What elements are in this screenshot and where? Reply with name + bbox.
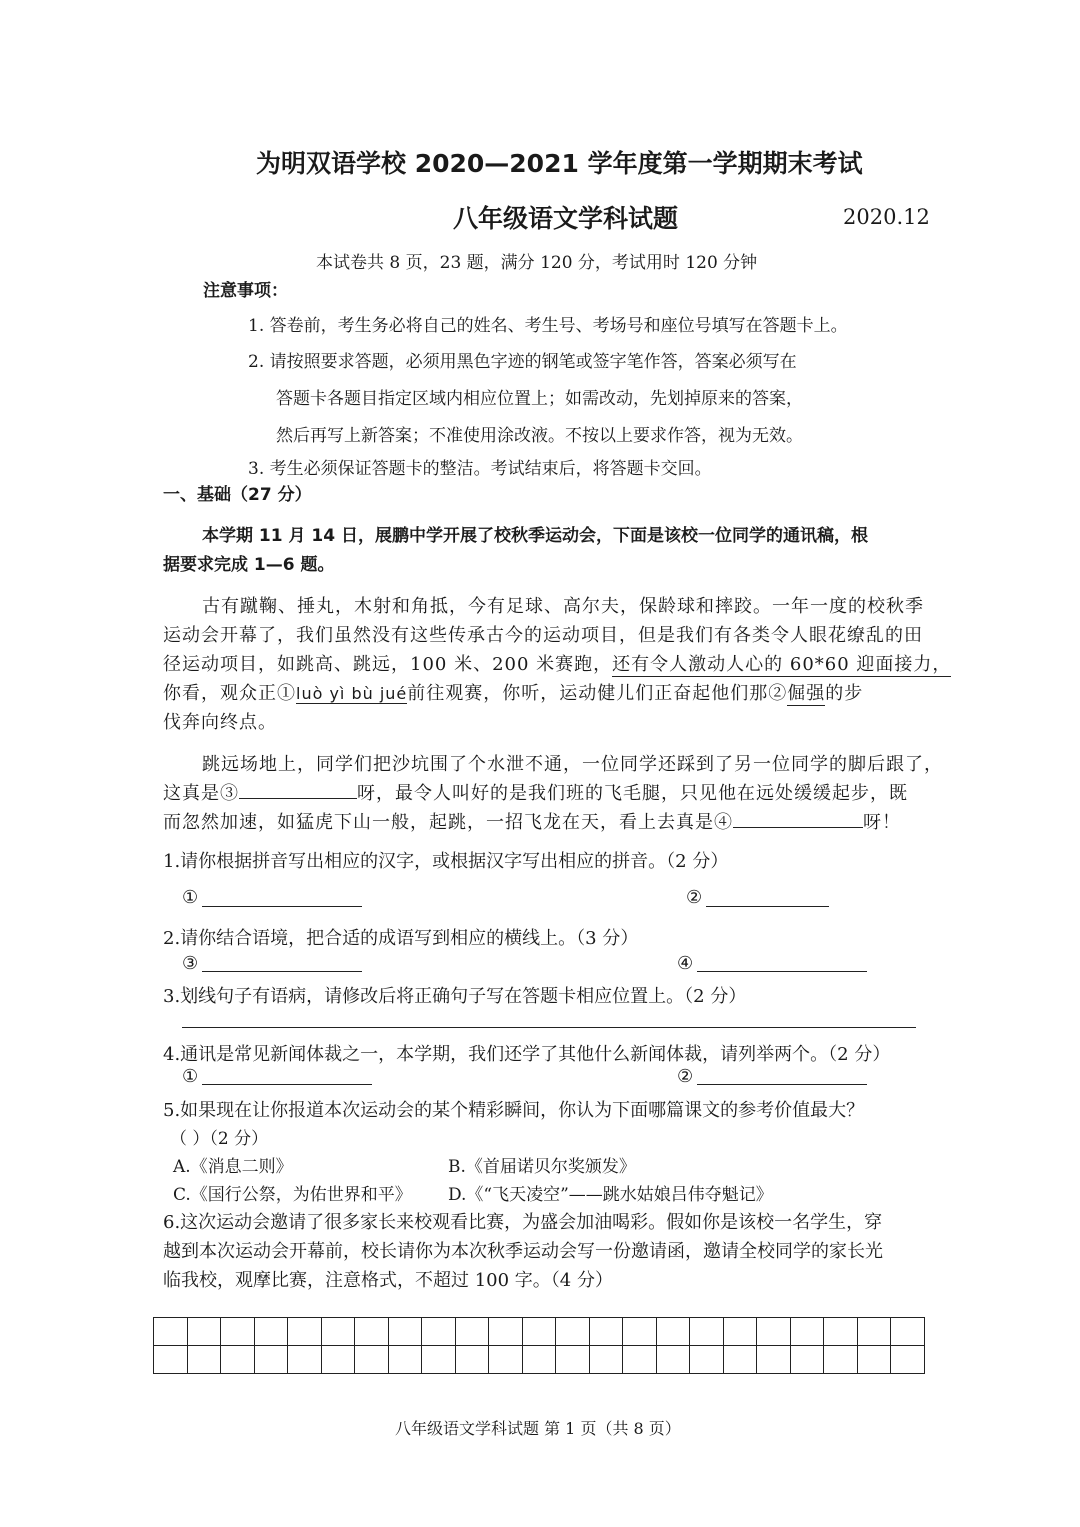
section-intro-line2: 据要求完成 1—6 题。 xyxy=(163,555,335,575)
pinyin-blank-1: luò yì bù jué xyxy=(296,684,408,703)
passage-p2-line3-a: 而忽然加速，如猛虎下山一般，起跳，一招飞龙在天，看上去真是④ xyxy=(163,812,733,833)
q5-option-d: D.《“飞天凌空”——跳水姑娘吕伟夺魁记》 xyxy=(448,1185,773,1205)
q3-answer-line[interactable] xyxy=(182,1027,916,1028)
exam-subtitle: 八年级语文学科试题 xyxy=(453,204,679,233)
passage-p2-line3 xyxy=(163,808,901,834)
q1-answer-1-line[interactable] xyxy=(202,906,362,907)
exam-date: 2020.12 xyxy=(843,205,930,229)
q2-answer-4-line[interactable] xyxy=(697,971,867,972)
q1-answer-2-line[interactable] xyxy=(706,906,829,907)
passage-p1-line4 xyxy=(163,679,863,706)
passage-p1-line4-a: 你看，观众正① xyxy=(163,683,296,704)
exam-info: 本试卷共 8 页，23 题，满分 120 分，考试用时 120 分钟 xyxy=(316,253,758,273)
passage-p1-line3-text: 径运动项目，如跳高、跳远，100 米、200 米赛跑， xyxy=(163,654,613,675)
question-6-line2: 越到本次运动会开幕前，校长请你为本次秋季运动会写一份邀请函，邀请全校同学的家长光 xyxy=(163,1241,883,1262)
writing-grid[interactable] xyxy=(153,1317,925,1374)
grid-row xyxy=(154,1346,925,1374)
grid-row xyxy=(154,1318,925,1346)
passage-p1-line1: 古有蹴鞠、捶丸，木射和角抵，今有足球、高尔夫，保龄球和摔跤。一年一度的校秋季 xyxy=(202,596,924,617)
passage-p1-line4-b: 前往观赛，你听，运动健儿们正奋起他们那② xyxy=(407,683,788,704)
passage-p2-line2-b: 呀，最令人叫好的是我们班的飞毛腿，只见他在远处缓缓起步，既 xyxy=(357,783,908,804)
underlined-sentence: 还有令人激动人心的 60*60 迎面接力， xyxy=(612,650,951,677)
q1-answer-1-label: ① xyxy=(182,887,199,908)
section-intro-line1: 本学期 11 月 14 日，展鹏中学开展了校秋季运动会，下面是该校一位同学的通讯稿，根 xyxy=(202,526,868,546)
passage-p1-line4-c: 的步 xyxy=(825,683,864,704)
question-5: 5.如果现在让你报道本次运动会的某个精彩瞬间，你认为下面哪篇课文的参考价值最大？ xyxy=(163,1100,865,1121)
q2-answer-3-label: ③ xyxy=(182,953,199,974)
q2-answer-4-label: ④ xyxy=(677,953,694,974)
question-1: 1.请你根据拼音写出相应的汉字，或根据汉字写出相应的拼音。（2 分） xyxy=(163,851,729,872)
idiom-blank-4[interactable] xyxy=(733,809,863,828)
q4-answer-2-line[interactable] xyxy=(697,1084,867,1085)
exam-title: 为明双语学校 2020—2021 学年度第一学期期末考试 xyxy=(256,149,863,178)
passage-p1-line5: 伐奔向终点。 xyxy=(163,712,277,733)
question-6-line3: 临我校，观摩比赛，注意格式，不超过 100 字。（4 分） xyxy=(163,1270,613,1291)
note-item-2-line2: 答题卡各题目指定区域内相应位置上；如需改动，先划掉原来的答案， xyxy=(276,389,803,409)
q4-answer-1-line[interactable] xyxy=(202,1084,372,1085)
question-6-line1: 6.这次运动会邀请了很多家长来校观看比赛，为盛会加油喝彩。假如你是该校一名学生，穿 xyxy=(163,1212,883,1233)
q2-answer-3-line[interactable] xyxy=(202,971,362,972)
q4-answer-2-label: ② xyxy=(677,1066,694,1087)
passage-p2-line2-a: 这真是③ xyxy=(163,783,239,804)
q5-answer-paren[interactable]: （ ）（2 分） xyxy=(170,1129,269,1149)
q4-answer-1-label: ① xyxy=(182,1066,199,1087)
note-item-1: 1. 答卷前，考生务必将自己的姓名、考生号、考场号和座位号填写在答题卡上。 xyxy=(248,316,848,336)
passage-p1-line3 xyxy=(163,650,951,677)
passage-p1-line2: 运动会开幕了，我们虽然没有这些传承古今的运动项目，但是我们有各类令人眼花缭乱的田 xyxy=(163,625,923,646)
question-3: 3.划线句子有语病，请修改后将正确句子写在答题卡相应位置上。（2 分） xyxy=(163,986,747,1007)
q5-option-a: A.《消息二则》 xyxy=(173,1157,293,1177)
underlined-word-2: 倔强 xyxy=(787,679,825,706)
section-heading: 一、基础（27 分） xyxy=(163,485,312,505)
note-item-3: 3. 考生必须保证答题卡的整洁。考试结束后，将答题卡交回。 xyxy=(248,459,712,479)
passage-p2-line3-b: 呀！ xyxy=(863,812,901,833)
passage-p2-line1: 跳远场地上，同学们把沙坑围了个水泄不通，一位同学还踩到了另一位同学的脚后跟了， xyxy=(202,754,943,775)
q5-option-c: C.《国行公祭，为佑世界和平》 xyxy=(173,1185,412,1205)
note-item-2-line1: 2. 请按照要求答题，必须用黑色字迹的钢笔或签字笔作答，答案必须写在 xyxy=(248,352,797,372)
q5-option-b: B.《首届诺贝尔奖颁发》 xyxy=(448,1157,636,1177)
q1-answer-2-label: ② xyxy=(686,887,703,908)
notes-heading: 注意事项： xyxy=(203,281,288,301)
question-2: 2.请你结合语境，把合适的成语写到相应的横线上。（3 分） xyxy=(163,928,639,949)
idiom-blank-3[interactable] xyxy=(239,780,357,799)
passage-p2-line2 xyxy=(163,779,908,805)
question-4: 4.通讯是常见新闻体裁之一，本学期，我们还学了其他什么新闻体裁，请列举两个。（2 分） xyxy=(163,1044,891,1065)
page-footer: 八年级语文学科试题 第 1 页（共 8 页） xyxy=(395,1419,681,1438)
note-item-2-line3: 然后再写上新答案；不准使用涂改液。不按以上要求作答，视为无效。 xyxy=(276,426,803,446)
